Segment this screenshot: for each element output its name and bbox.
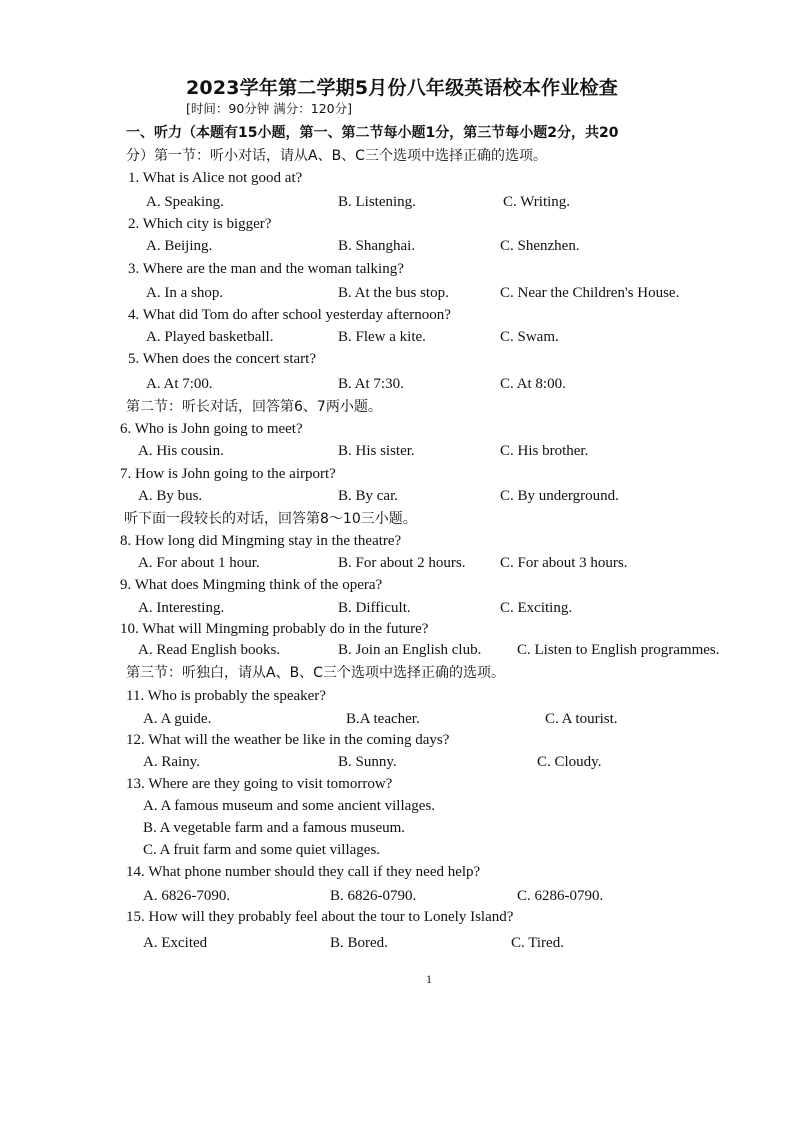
question-2: 2. Which city is bigger? (128, 216, 272, 232)
question-4-option-c: C. Swam. (500, 329, 559, 345)
question-6-option-c: C. His brother. (500, 443, 589, 459)
question-7-option-b: B. By car. (338, 488, 398, 504)
question-7-option-a: A. By bus. (138, 488, 203, 504)
part2-heading: 第二节：听长对话，回答第6、7两小题。 (126, 399, 382, 415)
question-10-option-b: B. Join an English club. (338, 642, 482, 658)
question-11-option-a: A. A guide. (143, 711, 212, 727)
question-11: 11. Who is probably the speaker? (126, 688, 326, 704)
question-15-option-b: B. Bored. (330, 935, 388, 951)
question-12-option-b: B. Sunny. (338, 754, 397, 770)
question-7: 7. How is John going to the airport? (120, 466, 336, 482)
question-11-option-c: C. A tourist. (545, 711, 618, 727)
question-8: 8. How long did Mingming stay in the theatre? (120, 533, 402, 549)
question-2-option-b: B. Shanghai. (338, 238, 416, 254)
question-4-option-a: A. Played basketball. (146, 329, 274, 345)
question-9-option-a: A. Interesting. (138, 600, 225, 616)
part3-heading: 第三节：听独白，请从A、B、C三个选项中选择正确的选项。 (126, 665, 505, 681)
question-2-option-a: A. Beijing. (146, 238, 213, 254)
question-13-option-b: B. A vegetable farm and a famous museum. (143, 820, 406, 836)
question-14: 14. What phone number should they call if they need help? (126, 864, 481, 880)
question-3-option-a: A. In a shop. (146, 285, 224, 301)
question-15: 15. How will they probably feel about the tour to Lonely Island? (126, 909, 514, 925)
question-12: 12. What will the weather be like in the coming days? (126, 732, 450, 748)
question-15-option-c: C. Tired. (511, 935, 564, 951)
question-12-option-c: C. Cloudy. (537, 754, 602, 770)
question-1-option-c: C. Writing. (503, 194, 571, 210)
question-7-option-c: C. By underground. (500, 488, 619, 504)
question-9: 9. What does Mingming think of the opera? (120, 577, 383, 593)
question-8-option-b: B. For about 2 hours. (338, 555, 466, 571)
question-3-option-c: C. Near the Children's House. (500, 285, 680, 301)
question-11-option-b: B.A teacher. (346, 711, 420, 727)
section-heading-line2: 分）第一节：听小对话，请从A、B、C三个选项中选择正确的选项。 (126, 148, 547, 164)
question-6-option-b: B. His sister. (338, 443, 415, 459)
question-3-option-b: B. At the bus stop. (338, 285, 449, 301)
question-9-option-b: B. Difficult. (338, 600, 411, 616)
question-5: 5. When does the concert start? (128, 351, 316, 367)
question-8-option-a: A. For about 1 hour. (138, 555, 260, 571)
question-5-option-b: B. At 7:30. (338, 376, 404, 392)
question-4: 4. What did Tom do after school yesterday afternoon? (128, 307, 451, 323)
question-15-option-a: A. Excited (143, 935, 208, 951)
question-5-option-c: C. At 8:00. (500, 376, 566, 392)
question-4-option-b: B. Flew a kite. (338, 329, 426, 345)
question-14-option-b: B. 6826-0790. (330, 888, 417, 904)
question-10-option-c: C. Listen to English programmes. (517, 642, 720, 658)
question-10: 10. What will Mingming probably do in the future? (120, 621, 429, 637)
question-14-option-a: A. 6826-7090. (143, 888, 231, 904)
question-1: 1. What is Alice not good at? (128, 170, 303, 186)
question-9-option-c: C. Exciting. (500, 600, 573, 616)
question-3: 3. Where are the man and the woman talking? (128, 261, 404, 277)
page-title: 2023学年第二学期5月份八年级英语校本作业检查 (186, 77, 618, 99)
question-6: 6. Who is John going to meet? (120, 421, 303, 437)
question-8-option-c: C. For about 3 hours. (500, 555, 628, 571)
question-1-option-b: B. Listening. (338, 194, 416, 210)
question-13-option-c: C. A fruit farm and some quiet villages. (143, 842, 381, 858)
part2b-heading: 听下面一段较长的对话，回答第8～10三小题。 (124, 511, 417, 527)
question-10-option-a: A. Read English books. (138, 642, 281, 658)
question-2-option-c: C. Shenzhen. (500, 238, 580, 254)
page-number: 1 (426, 972, 432, 986)
question-13: 13. Where are they going to visit tomorrow? (126, 776, 393, 792)
question-5-option-a: A. At 7:00. (146, 376, 213, 392)
section-heading-line1: 一、听力（本题有15小题，第一、第二节每小题1分，第三节每小题2分，共20 (126, 125, 619, 141)
question-13-option-a: A. A famous museum and some ancient villages. (143, 798, 436, 814)
exam-time-score: [时间：90分钟 满分：120分] (186, 101, 352, 116)
question-1-option-a: A. Speaking. (146, 194, 224, 210)
question-12-option-a: A. Rainy. (143, 754, 200, 770)
question-14-option-c: C. 6286-0790. (517, 888, 604, 904)
question-6-option-a: A. His cousin. (138, 443, 224, 459)
